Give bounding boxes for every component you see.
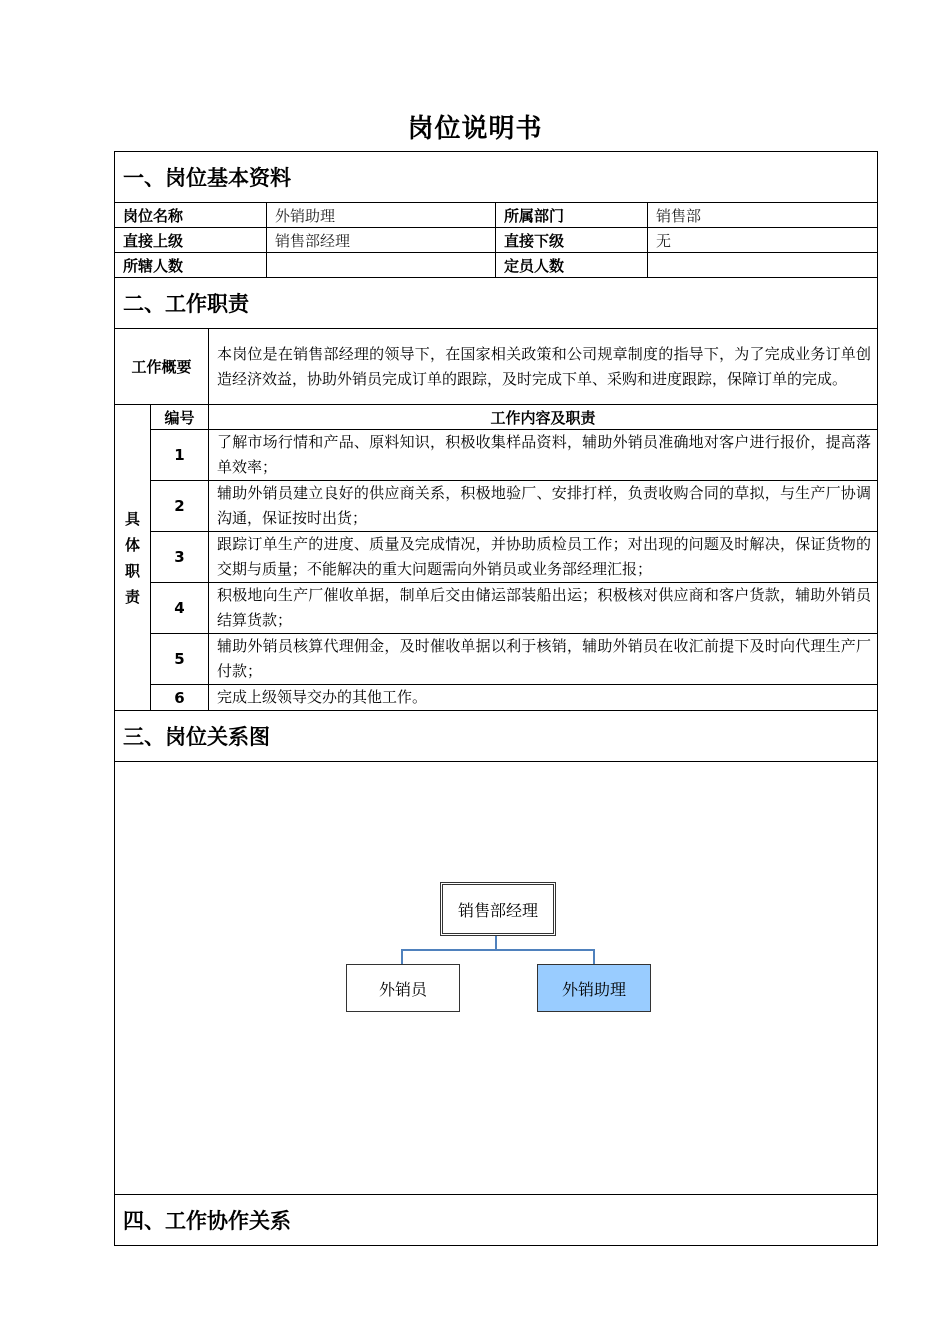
- specific-duties-label: [115, 405, 151, 711]
- headcount-value: [648, 253, 878, 278]
- duty-text: 辅助外销员建立良好的供应商关系，积极地验厂、安排打样，负责收购合同的草拟，与生产厂协调沟通，保证按时出货；: [209, 481, 878, 532]
- form-table: [114, 151, 878, 1246]
- org-node-export-sales: 外销员: [346, 964, 460, 1012]
- duty-number: 3: [151, 532, 209, 583]
- duty-number: 1: [151, 430, 209, 481]
- org-node-sales-manager: 销售部经理: [440, 882, 556, 936]
- section-relation-heading: 三、岗位关系图: [115, 711, 878, 762]
- connector-horizontal: [401, 949, 595, 951]
- managed-count-label: 所辖人数: [115, 253, 267, 278]
- job-description-form: [114, 151, 877, 1246]
- department-value: 销售部: [648, 203, 878, 228]
- department-label: 所属部门: [496, 203, 648, 228]
- side-label-char: 体: [124, 535, 140, 554]
- duty-number: 4: [151, 583, 209, 634]
- section-basic-heading: 一、岗位基本资料: [115, 152, 878, 203]
- position-name-label: 岗位名称: [115, 203, 267, 228]
- org-chart-cell: [115, 762, 878, 1195]
- managed-count-value: [267, 253, 496, 278]
- duty-text: 完成上级领导交办的其他工作。: [209, 685, 878, 711]
- side-label-char: 责: [124, 587, 140, 606]
- superior-value: 销售部经理: [267, 228, 496, 253]
- duty-number: 5: [151, 634, 209, 685]
- subordinate-value: 无: [648, 228, 878, 253]
- section-cooperation-heading: 四、工作协作关系: [115, 1195, 878, 1246]
- side-label-char: 具: [124, 509, 140, 528]
- connector-right-drop: [593, 949, 595, 964]
- number-header: 编号: [151, 405, 209, 430]
- duty-number: 6: [151, 685, 209, 711]
- position-name-value: 外销助理: [267, 203, 496, 228]
- duty-number: 2: [151, 481, 209, 532]
- duty-text: 跟踪订单生产的进度、质量及完成情况，并协助质检员工作；对出现的问题及时解决，保证货物的交期与质量；不能解决的重大问题需向外销员或业务部经理汇报；: [209, 532, 878, 583]
- headcount-label: 定员人数: [496, 253, 648, 278]
- org-chart: [115, 762, 878, 1194]
- connector-left-drop: [401, 949, 403, 964]
- org-node-export-assistant: 外销助理: [537, 964, 651, 1012]
- subordinate-label: 直接下级: [496, 228, 648, 253]
- page-title: 岗位说明书: [407, 114, 543, 144]
- section-duties-heading: 二、工作职责: [115, 278, 878, 329]
- duty-text: 积极地向生产厂催收单据，制单后交由储运部装船出运；积极核对供应商和客户货款，辅助外销员结算货款；: [209, 583, 878, 634]
- summary-label: 工作概要: [115, 329, 209, 405]
- duty-text: 了解市场行情和产品、原料知识，积极收集样品资料，辅助外销员准确地对客户进行报价，提高落单效率；: [209, 430, 878, 481]
- duty-text: 辅助外销员核算代理佣金，及时催收单据以利于核销，辅助外销员在收汇前提下及时向代理生产厂付款；: [209, 634, 878, 685]
- side-label-char: 职: [124, 561, 140, 580]
- summary-text: 本岗位是在销售部经理的领导下，在国家相关政策和公司规章制度的指导下，为了完成业务订单创造经济效益，协助外销员完成订单的跟踪，及时完成下单、采购和进度跟踪，保障订单的完成。: [209, 329, 878, 405]
- content-header: 工作内容及职责: [209, 405, 878, 430]
- superior-label: 直接上级: [115, 228, 267, 253]
